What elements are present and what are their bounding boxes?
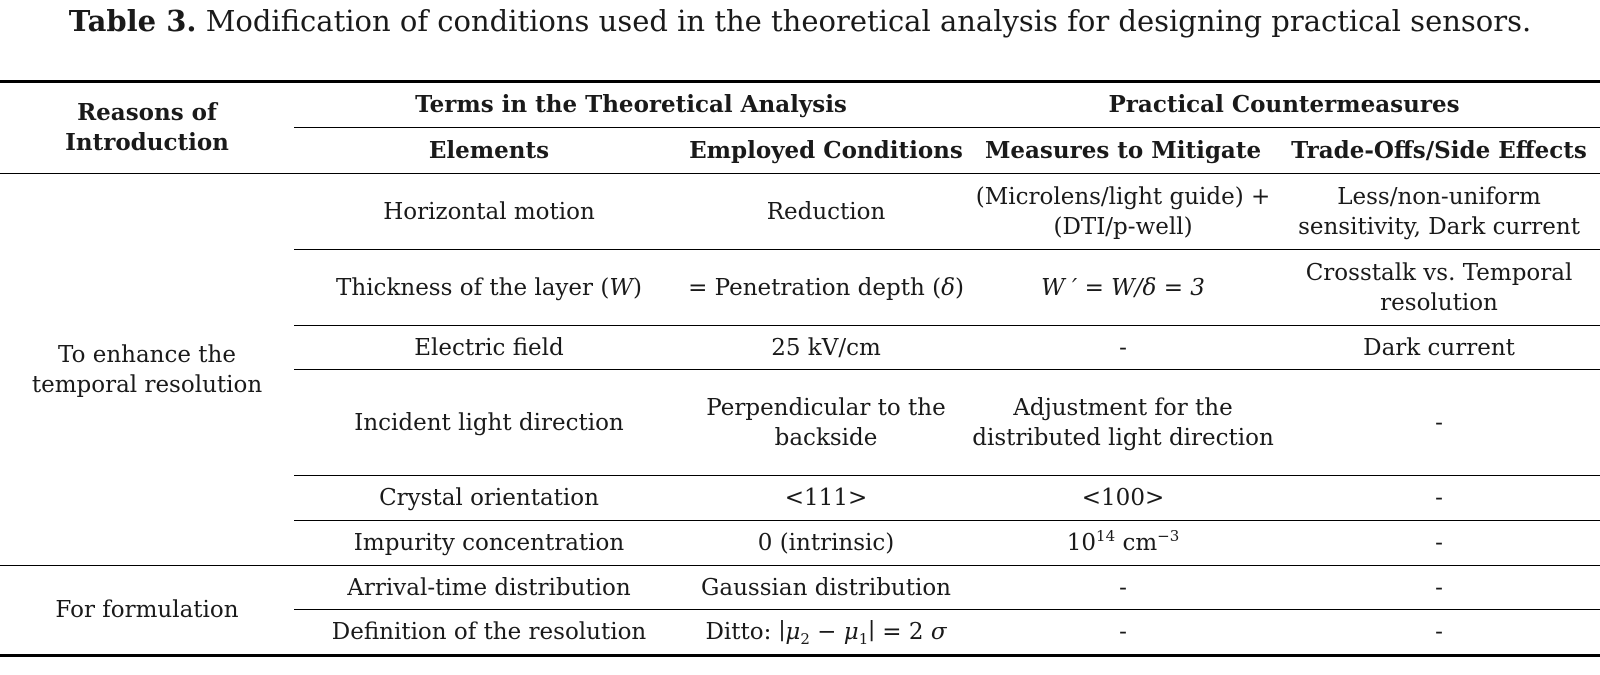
cell-condition: 0 (intrinsic) — [684, 521, 968, 566]
cell-element: Incident light direction — [294, 370, 684, 476]
header-reasons: Reasons of Introduction — [0, 82, 294, 174]
header-measures: Measures to Mitigate — [968, 128, 1278, 174]
cell-condition: Perpendicular to the backside — [684, 370, 968, 476]
group-label-temporal: To enhance the temporal resolution — [0, 174, 294, 566]
cell-condition: 25 kV/cm — [684, 326, 968, 370]
caption-label: Table 3. — [68, 4, 197, 38]
measure-base: 10 — [1066, 530, 1097, 556]
condition-text: = Penetration depth ( — [688, 274, 942, 301]
header-tradeoffs: Trade-Offs/Side Effects — [1278, 128, 1600, 174]
cell-element: Impurity concentration — [294, 521, 684, 566]
var-mu-1: μ — [843, 619, 859, 645]
cell-tradeoff: - — [1278, 610, 1600, 656]
header-elements: Elements — [294, 128, 684, 174]
cell-measure: - — [968, 326, 1278, 370]
cell-measure: (Microlens/light guide) + (DTI/p-well) — [968, 174, 1278, 250]
cell-measure — [968, 521, 1278, 566]
cell-measure: - — [968, 566, 1278, 610]
cell-tradeoff: Less/non-uniform sensitivity, Dark current — [1278, 174, 1600, 250]
var-sigma: σ — [930, 619, 947, 645]
header-group-practical: Practical Countermeasures — [968, 82, 1600, 128]
table-row — [0, 174, 1600, 250]
cell-condition — [684, 250, 968, 326]
cell-measure: W ′ = W/δ = 3 — [968, 250, 1278, 326]
header-employed: Employed Conditions — [684, 128, 968, 174]
table-caption — [0, 2, 1600, 40]
cell-tradeoff: - — [1278, 566, 1600, 610]
condition-text: Ditto: ∣ — [705, 619, 786, 645]
element-text-end: ) — [632, 274, 642, 301]
cell-element: Horizontal motion — [294, 174, 684, 250]
cell-element — [294, 250, 684, 326]
sub-2: 2 — [800, 630, 810, 648]
cell-element: Crystal orientation — [294, 476, 684, 521]
cell-condition — [684, 610, 968, 656]
cell-condition: Gaussian distribution — [684, 566, 968, 610]
group-label-formulation: For formulation — [0, 566, 294, 656]
cell-tradeoff: - — [1278, 476, 1600, 521]
condition-mid: ∣ = 2 — [868, 619, 924, 645]
cell-measure: <100> — [968, 476, 1278, 521]
measure-exponent: 14 — [1096, 527, 1116, 545]
caption-text: Modification of conditions used in the theoretical analysis for designing practical sensors. — [205, 4, 1532, 38]
minus-sign: − — [809, 619, 844, 645]
sub-1: 1 — [858, 630, 869, 648]
table-row — [0, 566, 1600, 610]
element-text: Thickness of the layer ( — [336, 274, 610, 301]
cell-condition: Reduction — [684, 174, 968, 250]
var-delta: δ — [941, 274, 955, 301]
cell-measure: - — [968, 610, 1278, 656]
conditions-table — [0, 80, 1600, 657]
cell-element: Electric field — [294, 326, 684, 370]
cell-element: Arrival-time distribution — [294, 566, 684, 610]
measure-unit: cm — [1122, 530, 1158, 556]
cell-tradeoff: Crosstalk vs. Temporal resolution — [1278, 250, 1600, 326]
condition-text-end: ) — [954, 274, 964, 301]
cell-tradeoff: Dark current — [1278, 326, 1600, 370]
header-group-theory: Terms in the Theoretical Analysis — [294, 82, 968, 128]
cell-tradeoff: - — [1278, 370, 1600, 476]
var-w: W — [609, 274, 633, 301]
measure-unit-exponent: −3 — [1157, 527, 1180, 545]
cell-measure: Adjustment for the distributed light direction — [968, 370, 1278, 476]
cell-tradeoff: - — [1278, 521, 1600, 566]
cell-element: Definition of the resolution — [294, 610, 684, 656]
var-mu-2: μ — [785, 619, 801, 645]
cell-condition: <111> — [684, 476, 968, 521]
